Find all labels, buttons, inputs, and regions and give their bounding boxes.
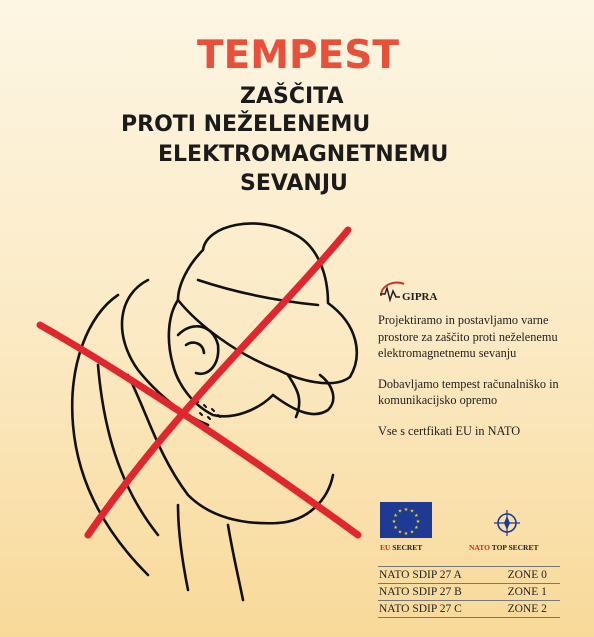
eu-secret-label: [380, 543, 422, 552]
nato-label-rest: TOP SECRET: [489, 543, 539, 552]
info-text: [378, 312, 578, 453]
nato-compass-icon: [490, 508, 524, 538]
svg-text:★: ★: [409, 508, 415, 515]
table-row: [378, 601, 560, 618]
zone-standard: NATO SDIP 27 B: [378, 584, 478, 601]
svg-text:★: ★: [393, 513, 398, 519]
svg-text:★: ★: [415, 519, 421, 525]
nato-top-secret-label: [469, 543, 538, 552]
eu-label-red: EU: [380, 543, 391, 552]
table-row: [378, 584, 560, 601]
info-paragraph-supply: Dobavljamo tempest računalniško in komunikacijsko opremo: [378, 376, 559, 407]
svg-text:★: ★: [409, 529, 415, 536]
info-paragraph-certs: Vse s certfikati EU in NATO: [378, 423, 521, 438]
svg-text:★: ★: [393, 525, 398, 531]
spy-crossed-out-illustration: [28, 205, 368, 605]
subtitle-line-3: ELEKTROMAGNETNEMU: [158, 142, 449, 167]
svg-text:★: ★: [397, 529, 403, 536]
svg-text:★: ★: [397, 508, 403, 515]
svg-text:★: ★: [414, 513, 419, 519]
svg-text:★: ★: [391, 519, 397, 525]
zone-standard: NATO SDIP 27 A: [378, 567, 478, 584]
svg-text:★: ★: [403, 507, 409, 513]
zone-level: ZONE 0: [478, 567, 560, 584]
svg-text:★: ★: [414, 525, 419, 531]
subtitle-line-1: ZAŠČITA: [240, 84, 344, 109]
eu-label-rest: SECRET: [390, 543, 423, 552]
company-logo: [378, 278, 438, 308]
subtitle-line-2: PROTI NEŽELENEMU: [121, 112, 371, 137]
svg-text:★: ★: [403, 531, 409, 537]
cross-stroke-2: [88, 230, 348, 535]
nato-label-red: NATO: [469, 543, 490, 552]
zone-standard: NATO SDIP 27 C: [378, 601, 478, 618]
zone-level: ZONE 1: [478, 584, 560, 601]
table-row: [378, 567, 560, 584]
zone-level: ZONE 2: [478, 601, 560, 618]
company-logo-text: GIPRA: [402, 291, 438, 303]
info-paragraph-design: Projektiramo in postavljamo varne prostore za zaščito proti neželenemu elektromagnetnemu sevanju: [378, 313, 558, 360]
ear: [178, 326, 218, 373]
title-tempest: TEMPEST: [197, 33, 399, 78]
eu-flag-icon: [380, 502, 432, 538]
zones-table: [378, 566, 560, 618]
head-outline: [169, 300, 273, 416]
subtitle-line-4: SEVANJU: [240, 171, 348, 196]
